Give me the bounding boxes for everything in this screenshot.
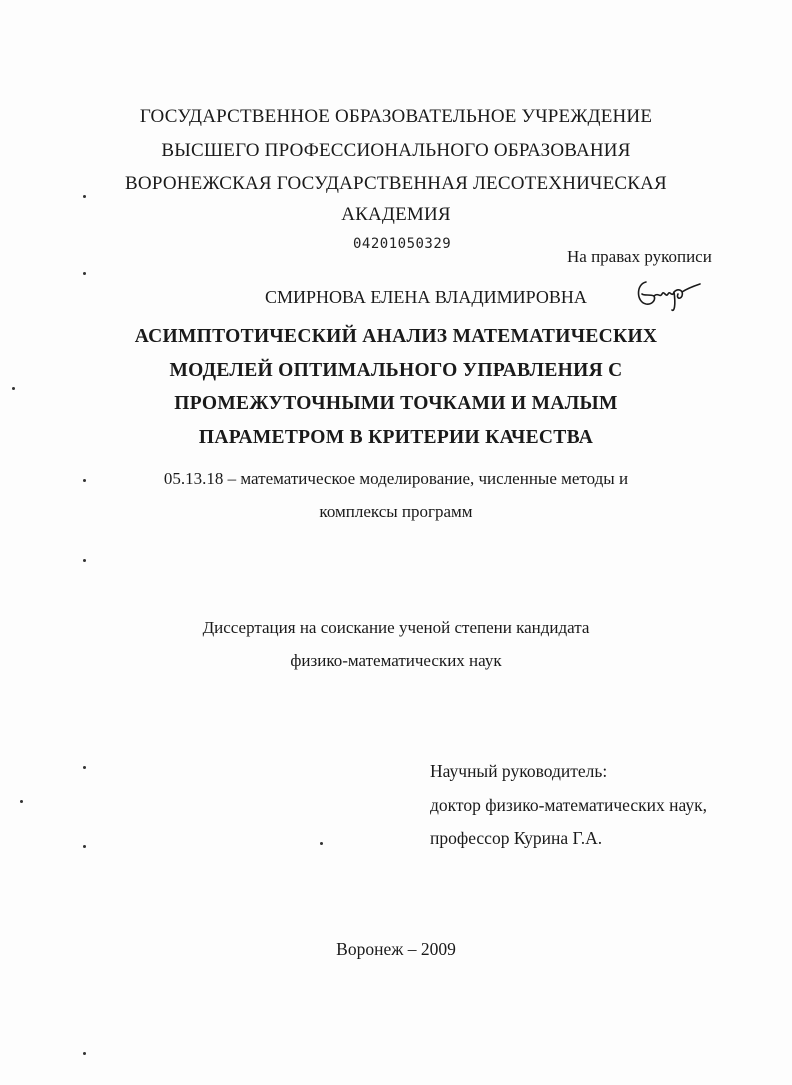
scan-speck	[20, 800, 23, 803]
dissertation-line-1: Диссертация на соискание ученой степени кандидата	[202, 618, 590, 637]
signature-icon	[632, 272, 702, 314]
title-line-3: ПРОМЕЖУТОЧНЫМИ ТОЧКАМИ И МАЛЫМ	[174, 393, 618, 414]
scan-speck	[320, 842, 323, 845]
scan-speck	[83, 479, 86, 482]
institution-line-4: АКАДЕМИЯ	[341, 204, 451, 225]
city-year: Воронеж – 2009	[336, 939, 456, 959]
scan-speck	[83, 845, 86, 848]
institution-line-2: ВЫСШЕГО ПРОФЕССИОНАЛЬНОГО ОБРАЗОВАНИЯ	[161, 140, 631, 161]
dissertation-line-2: физико-математических наук	[290, 651, 502, 670]
registration-code: 04201050329	[353, 236, 452, 252]
institution-line-1: ГОСУДАРСТВЕННОЕ ОБРАЗОВАТЕЛЬНОЕ УЧРЕЖДЕНИЕ	[139, 106, 653, 127]
scan-speck	[83, 766, 86, 769]
specialty-line-1: 05.13.18 – математическое моделирование, численные методы и	[163, 469, 629, 488]
supervisor-degree: доктор физико-математических наук,	[430, 795, 707, 815]
supervisor-label: Научный руководитель:	[430, 761, 608, 781]
supervisor-name: профессор Курина Г.А.	[430, 828, 603, 848]
author-name: СМИРНОВА ЕЛЕНА ВЛАДИМИРОВНА	[265, 287, 587, 307]
scan-speck	[83, 272, 86, 275]
scan-speck	[83, 195, 86, 198]
scan-speck	[83, 1052, 86, 1055]
title-line-4: ПАРАМЕТРОМ В КРИТЕРИИ КАЧЕСТВА	[198, 427, 594, 448]
institution-line-3: ВОРОНЕЖСКАЯ ГОСУДАРСТВЕННАЯ ЛЕСОТЕХНИЧЕСКАЯ	[125, 173, 667, 194]
title-line-2: МОДЕЛЕЙ ОПТИМАЛЬНОГО УПРАВЛЕНИЯ С	[169, 360, 623, 381]
specialty-line-2: комплексы программ	[319, 502, 473, 521]
scan-speck	[83, 559, 86, 562]
title-line-1: АСИМПТОТИЧЕСКИЙ АНАЛИЗ МАТЕМАТИЧЕСКИХ	[134, 326, 658, 347]
scan-speck	[12, 387, 15, 390]
rights-note: На правах рукописи	[567, 247, 712, 266]
